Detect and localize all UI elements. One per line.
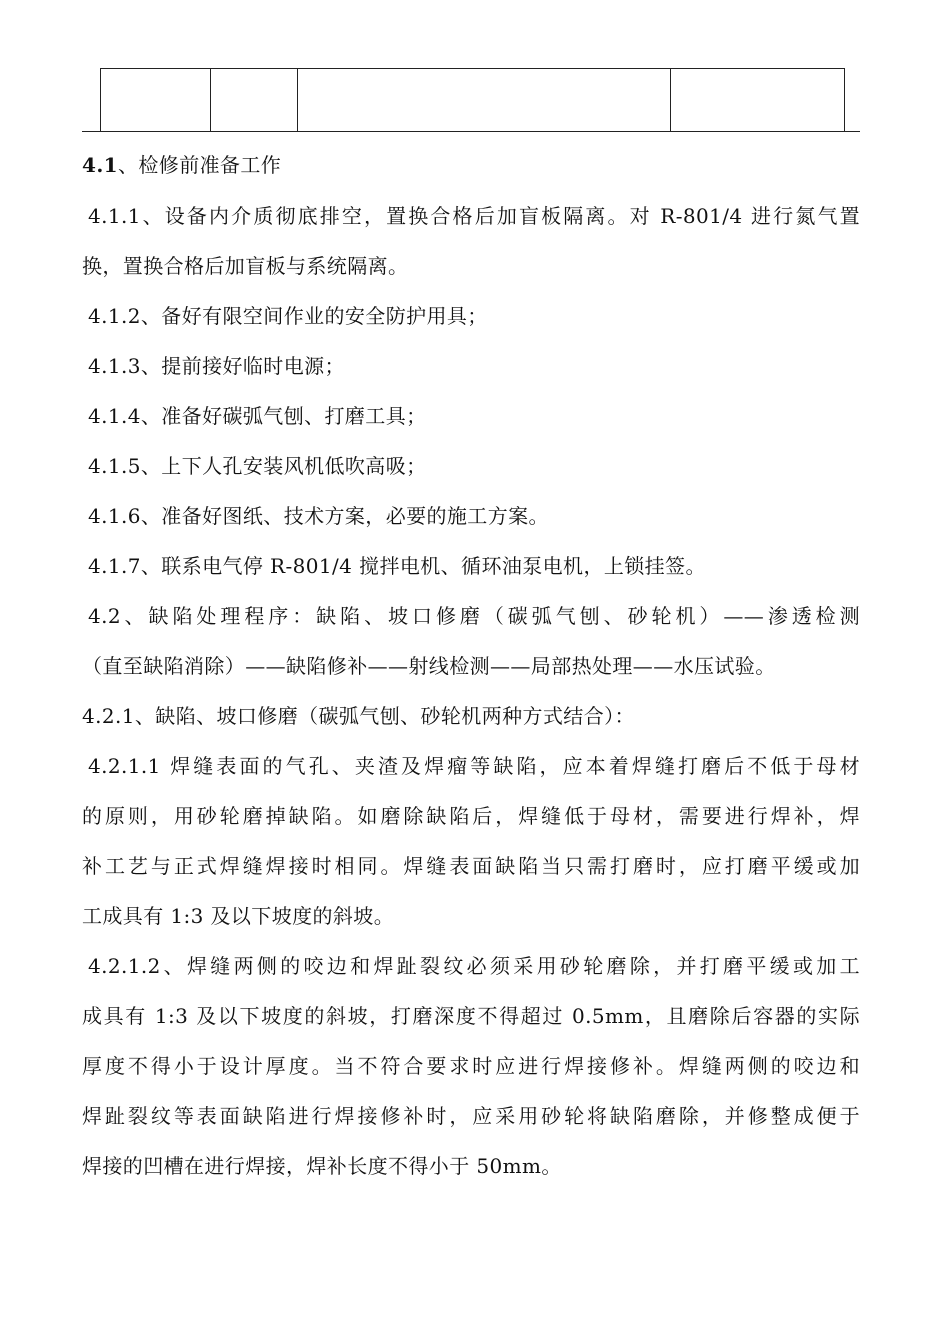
paragraph-line: 的原则，用砂轮磨掉缺陷。如磨除缺陷后，焊缝低于母材，需要进行焊补，焊 <box>82 804 860 828</box>
paragraph-line: 焊趾裂纹等表面缺陷进行焊接修补时，应采用砂轮将缺陷磨除，并修整成便于 <box>82 1104 860 1128</box>
section-number: 4.1 <box>82 153 118 177</box>
paragraph-line: 成具有 1:3 及以下坡度的斜坡，打磨深度不得超过 0.5mm，且磨除后容器的实际 <box>82 1004 860 1028</box>
list-item: 4.1.7、联系电气停 R-801/4 搅拌电机、循环油泵电机，上锁挂签。 <box>88 554 706 578</box>
paragraph-line: 焊接的凹槽在进行焊接，焊补长度不得小于 50mm。 <box>82 1154 562 1178</box>
section-title: 、检修前准备工作 <box>118 153 282 177</box>
list-item: 4.1.3、提前接好临时电源； <box>88 354 345 378</box>
paragraph-line: 4.1.1、设备内介质彻底排空，置换合格后加盲板隔离。对 R-801/4 进行氮气置 <box>88 204 860 228</box>
paragraph-line: 厚度不得小于设计厚度。当不符合要求时应进行焊接修补。焊缝两侧的咬边和 <box>82 1054 860 1078</box>
subsection-heading: 4.2.1、缺陷、坡口修磨（碳弧气刨、砂轮机两种方式结合）： <box>82 704 635 728</box>
header-table <box>100 68 845 132</box>
table-row <box>101 69 845 132</box>
divider-line <box>82 131 860 132</box>
list-item: 4.1.4、准备好碳弧气刨、打磨工具； <box>88 404 427 428</box>
paragraph-line: 换，置换合格后加盲板与系统隔离。 <box>82 254 409 278</box>
paragraph-line: 4.2.1.1 焊缝表面的气孔、夹渣及焊瘤等缺陷，应本着焊缝打磨后不低于母材 <box>88 754 860 778</box>
table-cell <box>671 69 845 132</box>
paragraph-line: 补工艺与正式焊缝焊接时相同。焊缝表面缺陷当只需打磨时，应打磨平缓或加 <box>82 854 860 878</box>
paragraph-line: 4.2.1.2、焊缝两侧的咬边和焊趾裂纹必须采用砂轮磨除，并打磨平缓或加工 <box>88 954 860 978</box>
paragraph-line: （直至缺陷消除）——缺陷修补——射线检测——局部热处理——水压试验。 <box>82 654 776 678</box>
paragraph-line: 4.2、缺陷处理程序：缺陷、坡口修磨（碳弧气刨、砂轮机）——渗透检测 <box>88 604 860 628</box>
table-cell <box>298 69 671 132</box>
list-item: 4.1.5、上下人孔安装风机低吹高吸； <box>88 454 427 478</box>
table-cell <box>211 69 298 132</box>
table-cell <box>101 69 211 132</box>
list-item: 4.1.6、准备好图纸、技术方案，必要的施工方案。 <box>88 504 549 528</box>
list-item: 4.1.2、备好有限空间作业的安全防护用具； <box>88 304 488 328</box>
paragraph-line: 工成具有 1:3 及以下坡度的斜坡。 <box>82 904 395 928</box>
section-heading <box>82 152 860 178</box>
